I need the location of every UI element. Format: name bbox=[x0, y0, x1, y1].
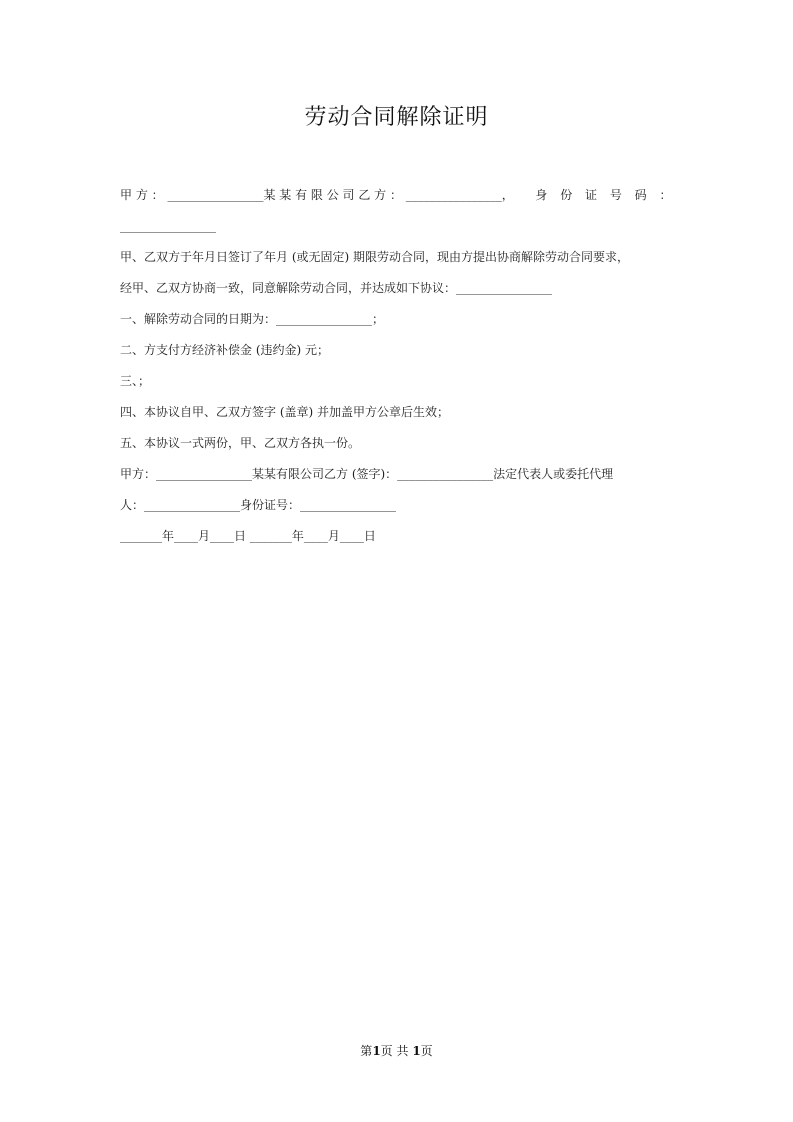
clause-5: 五、本协议一式两份，甲、乙双方各执一份。 bbox=[120, 436, 361, 450]
date-line: _______年____月____日 _______年____月____日 bbox=[120, 529, 376, 543]
party-a-b-text: 甲 方 ： ________________某 某 有 限 公 司 乙 方 ： ________________， bbox=[120, 188, 514, 202]
document-body bbox=[120, 180, 676, 552]
clause-3: 三、； bbox=[120, 374, 151, 388]
footer-total-pages: 1 bbox=[412, 1044, 421, 1058]
agreement-intro-line-1: 甲、乙双方于年月日签订了年月 (或无固定) 期限劳动合同，现由方提出协商解除劳动合同要求， bbox=[120, 250, 629, 264]
signature-line-1: 甲方：________________某某有限公司乙方 (签字)：________________法定代表人或委托代理 bbox=[120, 467, 614, 481]
id-number-blank: ________________ bbox=[120, 219, 216, 233]
document-title: 劳动合同解除证明 bbox=[304, 105, 489, 130]
signature-line-2: 人：________________身份证号：________________ bbox=[120, 498, 397, 512]
footer-mid: 页 共 bbox=[380, 1044, 413, 1058]
footer-page-number: 1 bbox=[372, 1044, 381, 1058]
footer-suffix: 页 bbox=[420, 1044, 433, 1058]
agreement-intro-line-2: 经甲、乙双方协商一致，同意解除劳动合同，并达成如下协议：________________ bbox=[120, 281, 553, 295]
footer-prefix: 第 bbox=[360, 1044, 373, 1058]
id-number-label: 身 份 证 号 码 ： bbox=[535, 188, 676, 202]
clause-1: 一、解除劳动合同的日期为：________________； bbox=[120, 312, 385, 326]
clause-2: 二、方支付方经济补偿金 (违约金) 元； bbox=[120, 343, 329, 357]
page-footer bbox=[0, 1042, 793, 1059]
party-line bbox=[120, 180, 676, 211]
clause-4: 四、本协议自甲、乙双方签字 (盖章) 并加盖甲方公章后生效； bbox=[120, 405, 449, 419]
